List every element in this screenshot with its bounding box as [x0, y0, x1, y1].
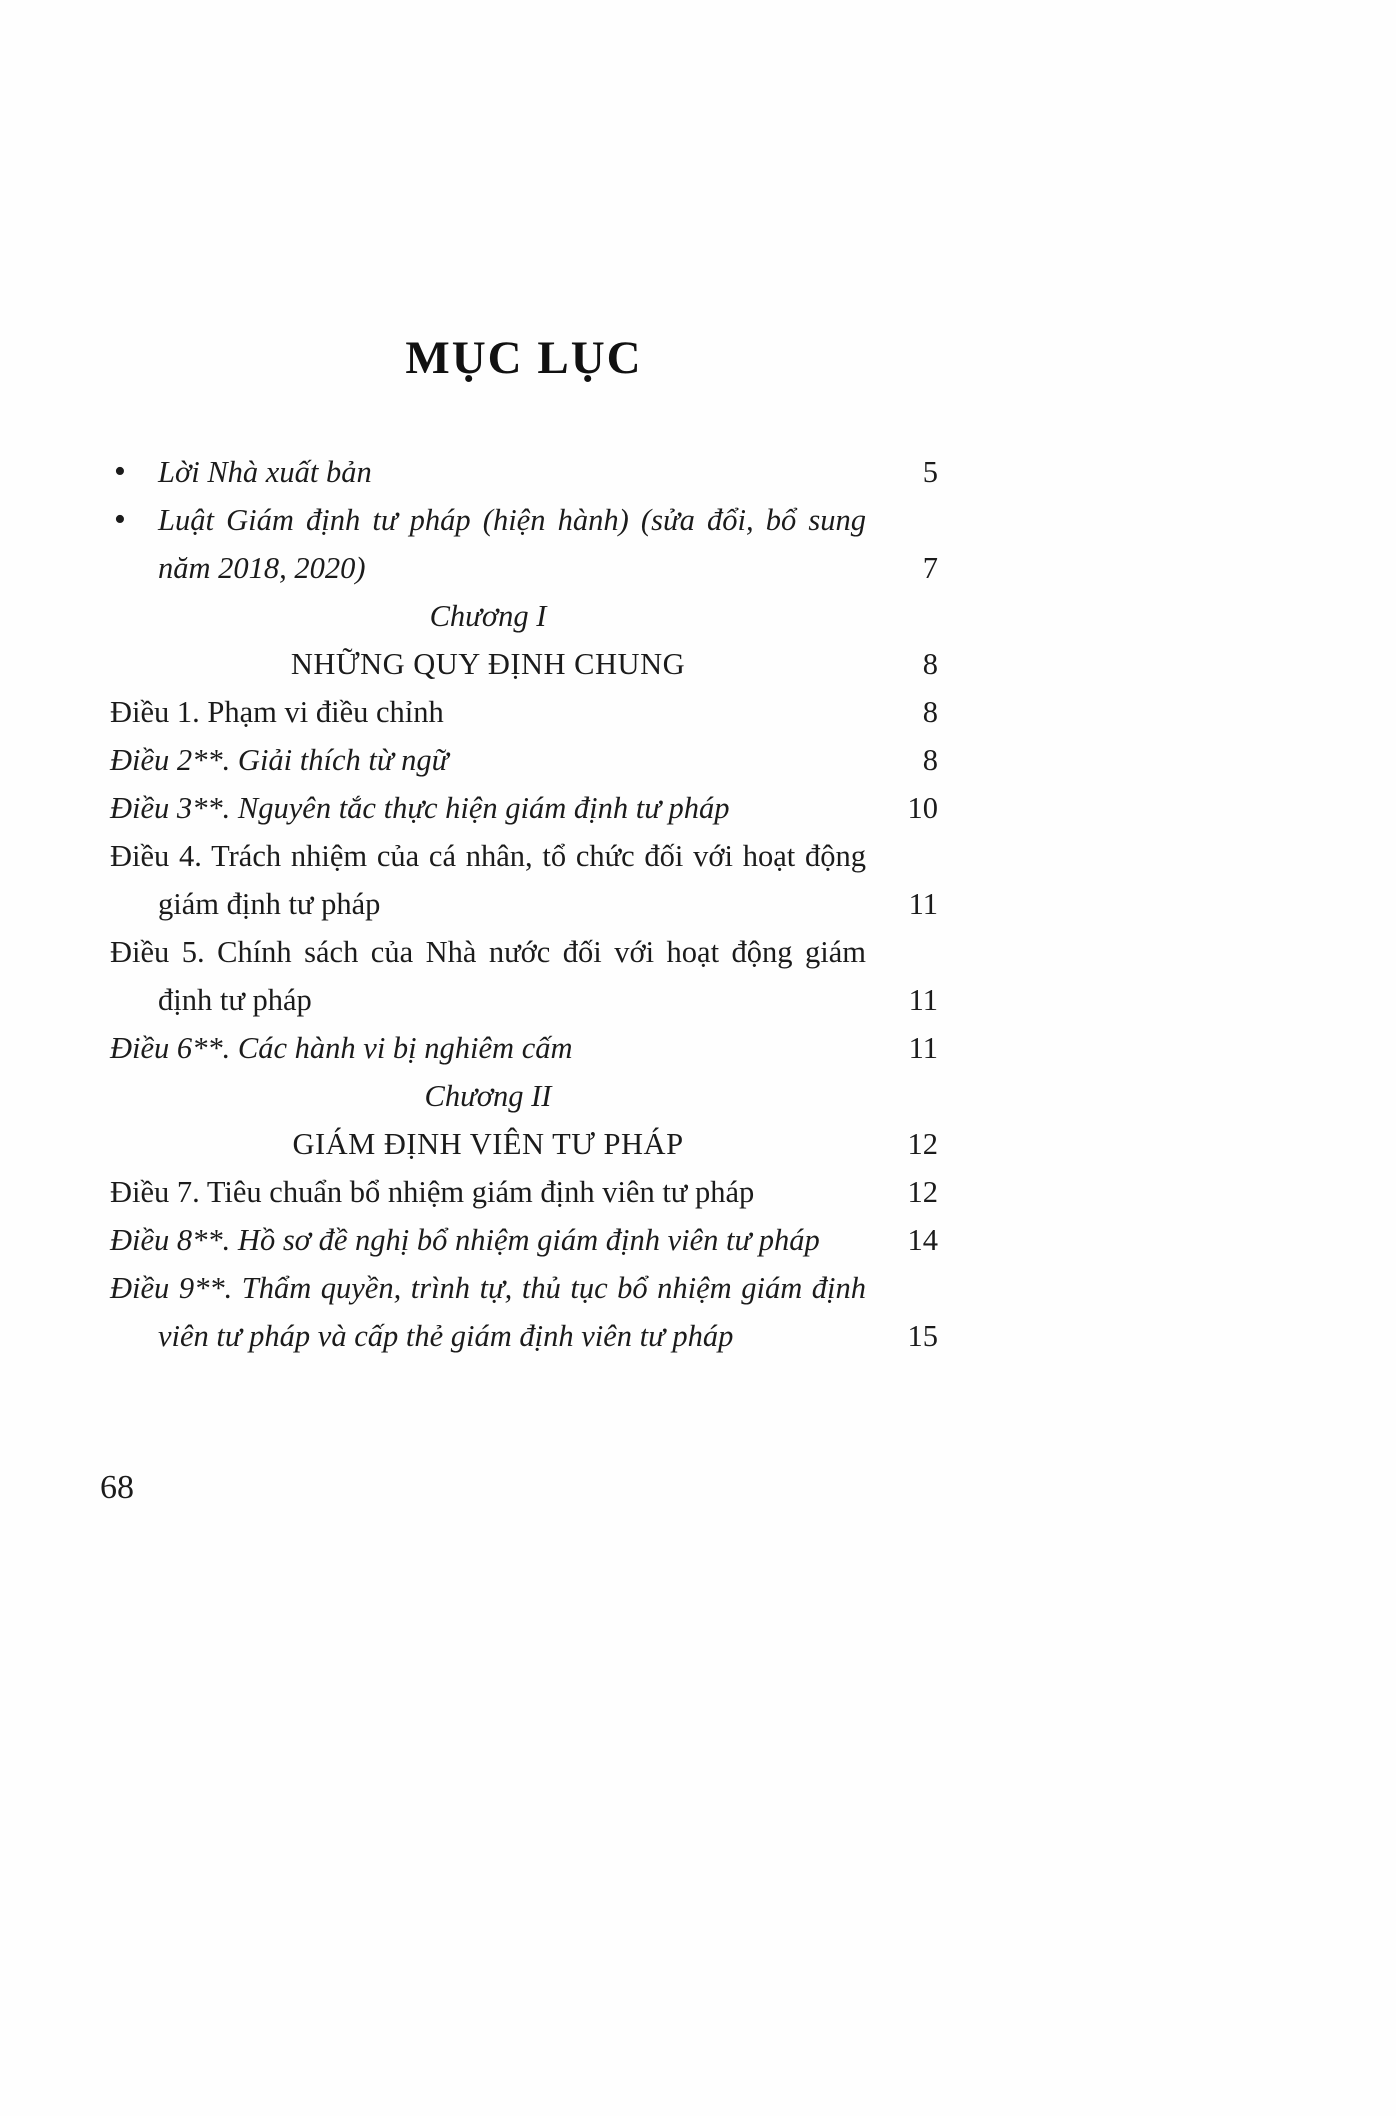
toc-entry-page: 8: [922, 743, 938, 777]
toc-entry: [110, 1024, 938, 1072]
toc-entry-text: [110, 1168, 866, 1216]
toc-entry-label: Điều 2**. Giải thích từ ngữ: [110, 743, 449, 777]
toc-entry: [110, 640, 938, 688]
toc-entry-label: Lời Nhà xuất bản: [158, 455, 372, 489]
toc-entry: [110, 448, 938, 496]
bullet-icon: •: [114, 501, 126, 538]
toc-entry-text: [110, 832, 866, 928]
toc-entry-label: Điều 4. Trách nhiệm của cá nhân, tổ chức đối với hoạt động giám định tư pháp: [110, 839, 866, 921]
toc-entry-page: 8: [922, 647, 938, 681]
toc-entry: [110, 688, 938, 736]
toc-entry: [110, 1216, 938, 1264]
toc-entry: [110, 736, 938, 784]
toc-entry-label: Chương II: [424, 1079, 552, 1113]
toc-entry: [110, 832, 938, 928]
toc-entry-page: 15: [907, 1319, 938, 1353]
toc-entry-label: Điều 1. Phạm vi điều chỉnh: [110, 695, 444, 729]
toc-entry-page: 11: [908, 887, 938, 921]
toc-entry: [110, 1120, 938, 1168]
toc-entry-text: [110, 1264, 866, 1360]
toc-entry-label: Chương I: [429, 599, 547, 633]
toc-entry-text: [110, 736, 866, 784]
toc-entry-label: Điều 5. Chính sách của Nhà nước đối với hoạt động giám định tư pháp: [110, 935, 866, 1017]
toc-entry-label: Điều 9**. Thẩm quyền, trình tự, thủ tục bổ nhiệm giám định viên tư pháp và cấp thẻ giám định viên tư pháp: [110, 1271, 866, 1353]
toc-entry-page: 8: [922, 695, 938, 729]
page-content: [110, 330, 938, 1360]
page-number: 68: [100, 1469, 134, 1506]
toc-entry-label: NHỮNG QUY ĐỊNH CHUNG: [290, 647, 686, 681]
toc-entry-text: [110, 1120, 866, 1168]
toc-entry-text: [110, 688, 866, 736]
toc-entry-label: GIÁM ĐỊNH VIÊN TƯ PHÁP: [292, 1127, 684, 1161]
toc-entry-text: [110, 784, 866, 832]
toc-entry-text: [110, 448, 866, 496]
toc-entry-text: [110, 1216, 866, 1264]
toc-entry-label: Luật Giám định tư pháp (hiện hành) (sửa đổi, bổ sung năm 2018, 2020): [158, 503, 866, 585]
toc-entry-page: 10: [907, 791, 938, 825]
toc-list: [110, 448, 938, 1360]
toc-entry-text: [110, 928, 866, 1024]
page-title: MỤC LỤC: [405, 332, 643, 384]
toc-entry-page: 11: [908, 983, 938, 1017]
toc-entry-label: Điều 7. Tiêu chuẩn bổ nhiệm giám định viên tư pháp: [110, 1175, 755, 1209]
toc-entry-text: [110, 1024, 866, 1072]
toc-entry-page: 5: [922, 455, 938, 489]
toc-entry: [110, 496, 938, 592]
toc-entry: [110, 1072, 938, 1120]
toc-entry-text: [110, 592, 866, 640]
toc-entry-page: 7: [922, 551, 938, 585]
toc-entry-label: Điều 3**. Nguyên tắc thực hiện giám định tư pháp: [110, 791, 730, 825]
toc-entry: [110, 1168, 938, 1216]
toc-entry: [110, 928, 938, 1024]
toc-entry-text: [110, 640, 866, 688]
toc-entry-page: 12: [907, 1175, 938, 1209]
toc-entry-text: [110, 1072, 866, 1120]
toc-entry-text: [110, 496, 866, 592]
toc-entry-label: Điều 8**. Hồ sơ đề nghị bổ nhiệm giám định viên tư pháp: [110, 1223, 820, 1257]
toc-entry-page: 14: [907, 1223, 938, 1257]
toc-entry: [110, 1264, 938, 1360]
bullet-icon: •: [114, 453, 126, 490]
toc-entry-page: 11: [908, 1031, 938, 1065]
toc-entry: [110, 784, 938, 832]
toc-entry: [110, 592, 938, 640]
toc-entry-page: 12: [907, 1127, 938, 1161]
toc-entry-label: Điều 6**. Các hành vi bị nghiêm cấm: [110, 1031, 573, 1065]
